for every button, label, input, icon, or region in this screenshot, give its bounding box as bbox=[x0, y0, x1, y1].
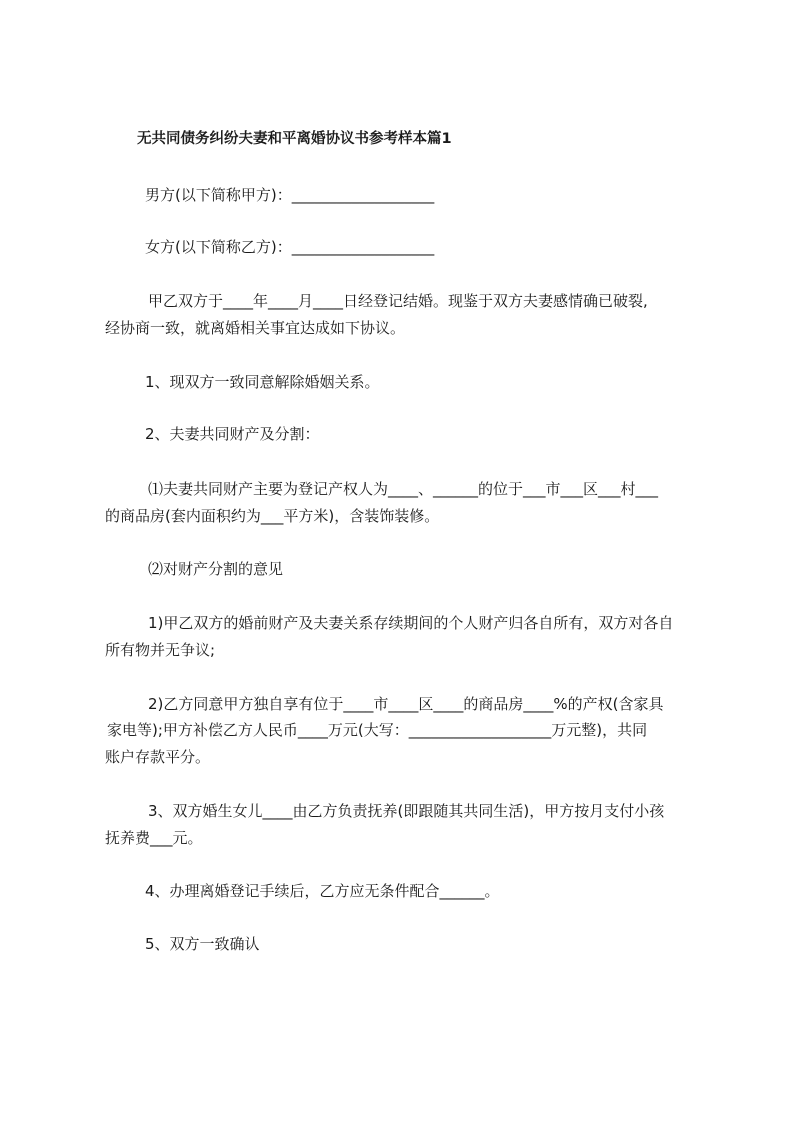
male-party-line: 男方(以下简称甲方)：___________________ bbox=[145, 186, 435, 204]
intro-paragraph-line1: 甲乙双方于____年____月____日经登记结婚。现鉴于双方夫妻感情确已破裂, bbox=[148, 292, 648, 310]
clause-2-1-line1: ⑴夫妻共同财产主要为登记产权人为____、______的位于___市___区___村___ bbox=[148, 480, 659, 498]
clause-2-1-line2: 的商品房(套内面积约为___平方米)，含装饰装修。 bbox=[105, 507, 440, 525]
document-title: 无共同债务纠纷夫妻和平离婚协议书参考样本篇1 bbox=[137, 131, 452, 147]
clause-5: 5、双方一致确认 bbox=[145, 935, 260, 953]
clause-2-2-1-line2: 所有物并无争议; bbox=[105, 641, 216, 659]
clause-2-2-2-line1: 2)乙方同意甲方独自享有位于____市____区____的商品房____%的产权(含家具 bbox=[148, 695, 664, 713]
clause-2-2-heading: ⑵对财产分割的意见 bbox=[148, 560, 284, 578]
clause-2-2-1-line1: 1)甲乙双方的婚前财产及夫妻关系存续期间的个人财产归各自所有，双方对各自 bbox=[148, 614, 674, 632]
clause-1: 1、现双方一致同意解除婚姻关系。 bbox=[145, 373, 380, 391]
clause-3-line1: 3、双方婚生女儿____由乙方负责抚养(即跟随其共同生活)，甲方按月支付小孩 bbox=[148, 802, 665, 820]
female-party-line: 女方(以下简称乙方)：___________________ bbox=[145, 238, 435, 256]
clause-3-line2: 抚养费___元。 bbox=[105, 829, 203, 847]
clause-4: 4、办理离婚登记手续后，乙方应无条件配合______。 bbox=[145, 882, 500, 900]
clause-2-2-2-line3: 账户存款平分。 bbox=[105, 748, 211, 766]
clause-2-heading: 2、夫妻共同财产及分割： bbox=[145, 425, 320, 443]
intro-paragraph-line2: 经协商一致，就离婚相关事宜达成如下协议。 bbox=[105, 319, 406, 337]
clause-2-2-2-line2: 家电等);甲方补偿乙方人民币____万元(大写：___________________万元整)，共同 bbox=[107, 721, 648, 739]
